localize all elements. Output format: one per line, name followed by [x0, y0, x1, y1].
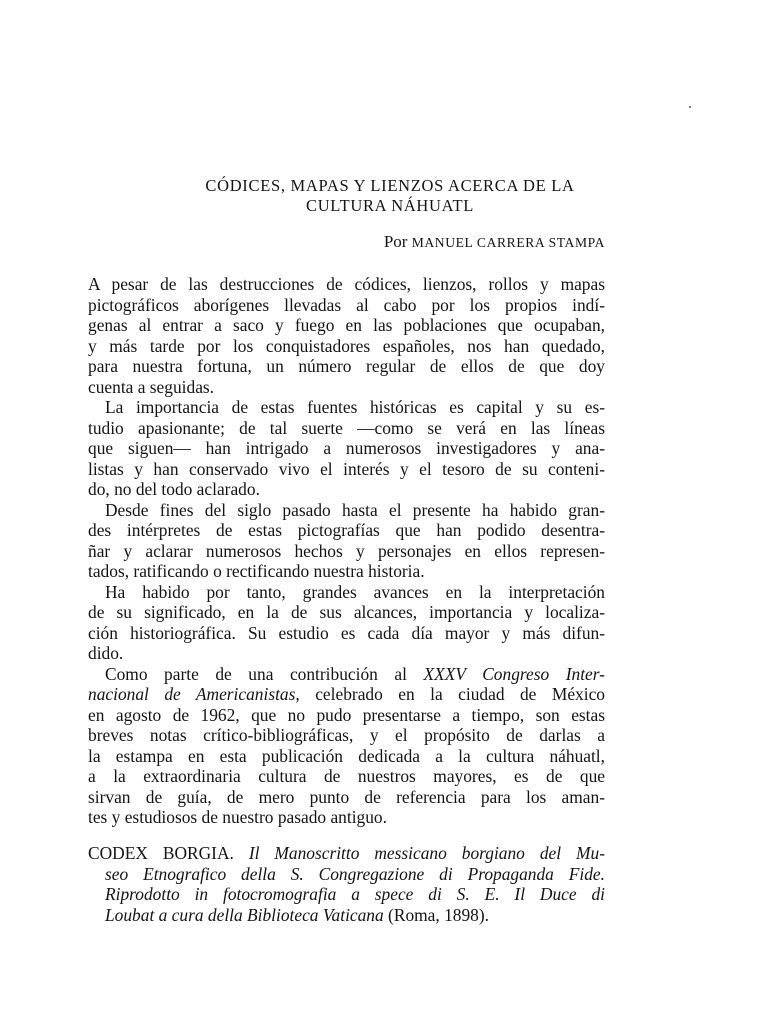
title-line-2: CULTURA NÁHUATL	[305, 196, 475, 215]
paragraph-5	[88, 664, 605, 828]
text-line: genas al entrar a saco y fuego en las poblaciones que ocupaban,	[88, 315, 605, 335]
text-line: tes y estudiosos de nuestro pasado antiguo.	[88, 807, 387, 827]
text-line: cuenta a seguidas.	[88, 376, 215, 397]
paragraph-2	[88, 397, 605, 500]
congress-name: XXXV Congreso Inter-	[423, 663, 605, 684]
text-line: listas y han conservado vivo el interés y el tesoro de su conteni-	[88, 458, 605, 479]
text-line: sirvan de guía, de mero punto de referencia para los aman-	[88, 786, 605, 807]
text-line: tudio apasionante; de tal suerte —como se verá en las líneas	[88, 417, 605, 438]
text-line	[88, 664, 605, 685]
entry-title-cont: Loubat a cura della Biblioteca Vaticana	[105, 904, 384, 925]
text-line: ñar y aclarar numerosos hechos y personajes en ellos represen-	[88, 540, 605, 561]
entry-lead: CODEX BORGIA.	[88, 843, 249, 863]
text-line: Desde fines del siglo pasado hasta el presente ha habido gran-	[105, 499, 605, 520]
byline-prefix: Por	[383, 232, 412, 251]
entry-title-cont: seo Etnografico della S. Congregazione di Propaganda Fide.	[105, 863, 605, 884]
scan-speck	[689, 106, 691, 108]
entry-title: Il Manoscritto messicano borgiano del Mu-	[248, 843, 605, 863]
text-line: ción historiográfica. Su estudio es cada día mayor y más difun-	[88, 622, 605, 643]
article-title	[88, 176, 692, 216]
paragraph-1	[88, 274, 605, 397]
text-run: Como parte de una contribución al	[105, 663, 424, 684]
text-line: do, no del todo aclarado.	[88, 479, 260, 499]
text-line: y más tarde por los conquistadores españoles, nos han quedado,	[88, 335, 605, 356]
text-line: des intérpretes de estas pictografías que han podido desentra-	[88, 520, 605, 540]
bibliographic-entry	[88, 843, 605, 925]
text-run: celebrado en la ciudad de México	[299, 684, 605, 704]
text-line: que siguen— han intrigado a numerosos investigadores y ana-	[88, 438, 605, 458]
text-line: La importancia de estas fuentes históricas es capital y su es-	[105, 397, 605, 417]
text-line: la estampa en esta publicación dedicada a la cultura náhuatl,	[88, 745, 605, 766]
text-line: a la extraordinaria cultura de nuestros mayores, es de que	[88, 766, 605, 786]
text-line: A pesar de las destrucciones de códices, lienzos, rollos y mapas	[88, 274, 605, 294]
author-name: MANUEL CARRERA STAMPA	[411, 235, 605, 250]
text-line: de su significado, en la de sus alcances, importancia y localiza-	[88, 602, 605, 622]
congress-name-cont: nacional de Americanistas,	[88, 684, 300, 704]
entry-date: (Roma, 1898).	[383, 904, 489, 925]
entry-title-cont: Riprodotto in fotocromografia a spece di S. E. Il Duce di	[105, 884, 605, 904]
paragraph-4	[88, 582, 605, 664]
text-line: breves notas crítico-bibliográficas, y el propósito de darlas a	[88, 725, 605, 745]
paragraph-3	[88, 500, 605, 582]
text-line: para nuestra fortuna, un número regular de ellos de que doy	[88, 356, 605, 376]
text-line	[88, 684, 605, 705]
text-line: en agosto de 1962, que no pudo presentarse a tiempo, son estas	[88, 704, 605, 725]
text-line: tados, ratificando o rectificando nuestra historia.	[88, 561, 425, 581]
text-line	[88, 884, 605, 905]
author-byline	[88, 232, 605, 253]
article-body	[88, 274, 605, 828]
text-line: Ha habido por tanto, grandes avances en la interpretación	[105, 581, 605, 602]
text-line	[88, 843, 605, 864]
title-line-1: CÓDICES, MAPAS Y LIENZOS ACERCA DE LA	[205, 176, 575, 195]
text-line	[88, 905, 605, 926]
text-line: dido.	[88, 643, 124, 663]
text-line	[88, 864, 605, 885]
text-line: pictográficos aborígenes llevadas al cabo por los propios indí-	[88, 294, 605, 315]
